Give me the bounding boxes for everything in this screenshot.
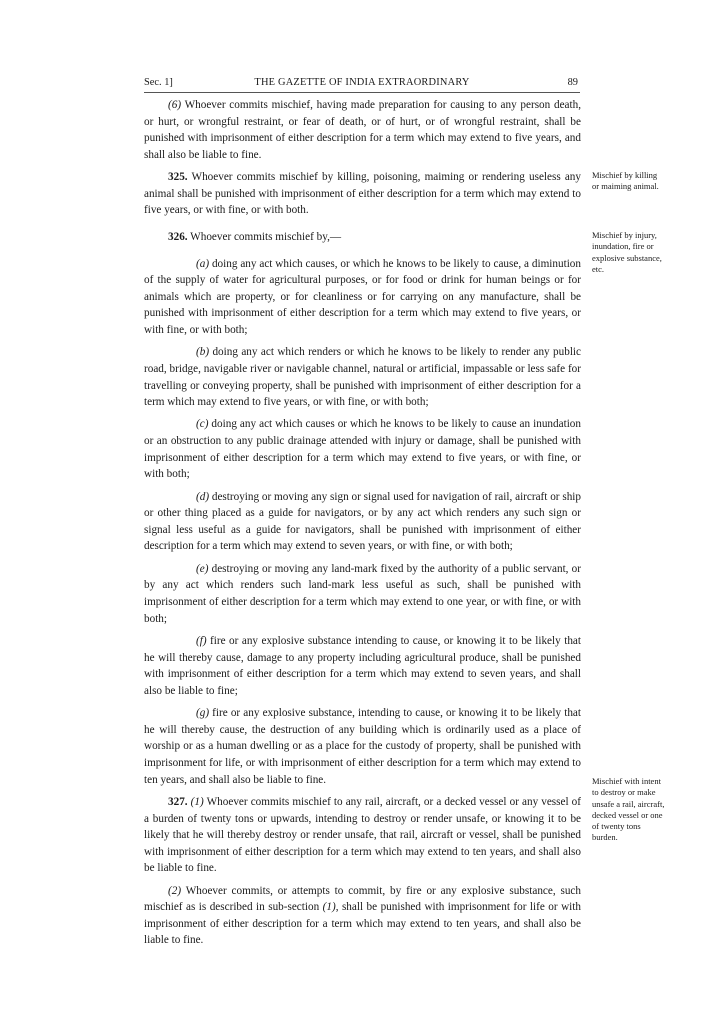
clause-e: (e) destroying or moving any land-mark fixed by the authority of a public servant, or by any act which renders such land-mark less useful as such, shall be punished with imprisonment of either description for a term which may extend to one year, or with fine, or with both;	[144, 562, 581, 625]
gazette-title: THE GAZETTE OF INDIA EXTRAORDINARY	[254, 77, 470, 88]
section-327-2: (2) Whoever commits, or attempts to commit, by fire or any explosive substance, such mischief as is described in sub-section (1), shall be punished with imprisonment for life or with imprisonment of either description for a term which may extend to ten years, and shall also be liable to fine.	[144, 884, 581, 947]
margin-note-327: Mischief with intent to destroy or make unsafe a rail, aircraft, decked vessel or one of twenty tons burden.	[592, 776, 665, 843]
header-rule	[144, 92, 580, 93]
page-number: 89	[567, 77, 578, 88]
page-header	[144, 75, 580, 91]
clause-f: (f) fire or any explosive substance intending to cause, or knowing it to be likely that he will thereby cause, damage to any property including agricultural produce, shall be punished with imprisonment of either description for a term which may extend to seven years, and shall also be liable to fine;	[144, 635, 581, 697]
clause-g: (g) fire or any explosive substance, intending to cause, or knowing it to be likely that he will thereby cause, the destruction of any building which is ordinarily used as a place of worship or as a human dwelling or as a place for the custody of property, shall be punished with imprisonment for life, or with imprisonment of either description for a term which may extend to ten years, and shall also be liable to fine.	[144, 707, 581, 786]
section-326: 326. Whoever commits mischief by,—	[168, 230, 342, 243]
para-6: (6) Whoever commits mischief, having made preparation for causing to any person death, or hurt, or wrongful restraint, or fear of death, or of hurt, or of wrongful restraint, shall be punished with imprisonment of either description for a term which may extend to five years, and shall also be liable to fine.	[144, 99, 581, 161]
clause-b: (b) doing any act which renders or which he knows to be likely to render any public road, bridge, navigable river or navigable channel, natural or artificial, impassable or less safe for travelling or conveying property, shall be punished with imprisonment of either description for a term which may extend to five years, or with fine, or with both;	[144, 346, 581, 409]
clause-d: (d) destroying or moving any sign or signal used for navigation of rail, aircraft or ship or other thing placed as a guide for navigators, or by any act which renders any such sign or signal less useful as a guide for navigators, shall be punished with imprisonment of either description for a term which may extend to seven years, or with fine, or with both;	[144, 490, 581, 553]
section-327-1: 327. (1) Whoever commits mischief to any rail, aircraft, or a decked vessel or any vessel of a burden of twenty tons or upwards, intending to destroy or render unsafe, or knowing it to be likely that he will thereby destroy or render unsafe, that rail, aircraft or vessel, shall be punished with imprisonment of either description for a term which may extend to ten years, and shall also be liable to fine.	[144, 795, 581, 875]
margin-note-326: Mischief by injury, inundation, fire or explosive substance, etc.	[592, 230, 662, 274]
margin-note-325: Mischief by killing or maiming animal.	[592, 170, 659, 192]
section-label: Sec. 1]	[144, 77, 173, 88]
clause-a: (a) doing any act which causes, or which he knows to be likely to cause, a diminution of the supply of water for agricultural purposes, or for food or drink for human beings or for animals which are property, or for cleanliness or for carrying on any manufacture, shall be punished with imprisonment of either description for a term which may extend to five years, or with fine, or with both;	[144, 257, 581, 336]
page-body	[144, 97, 581, 955]
section-325: 325. Whoever commits mischief by killing, poisoning, maiming or rendering useless any animal shall be punished with imprisonment of either description for a term which may extend to five years, or with fine, or with both.	[144, 171, 581, 217]
clause-c: (c) doing any act which causes or which he knows to be likely to cause an inundation or an obstruction to any public drainage attended with injury or damage, shall be punished with imprisonment of either description for a term which may extend to five years, or with fine, or with both;	[144, 418, 581, 481]
